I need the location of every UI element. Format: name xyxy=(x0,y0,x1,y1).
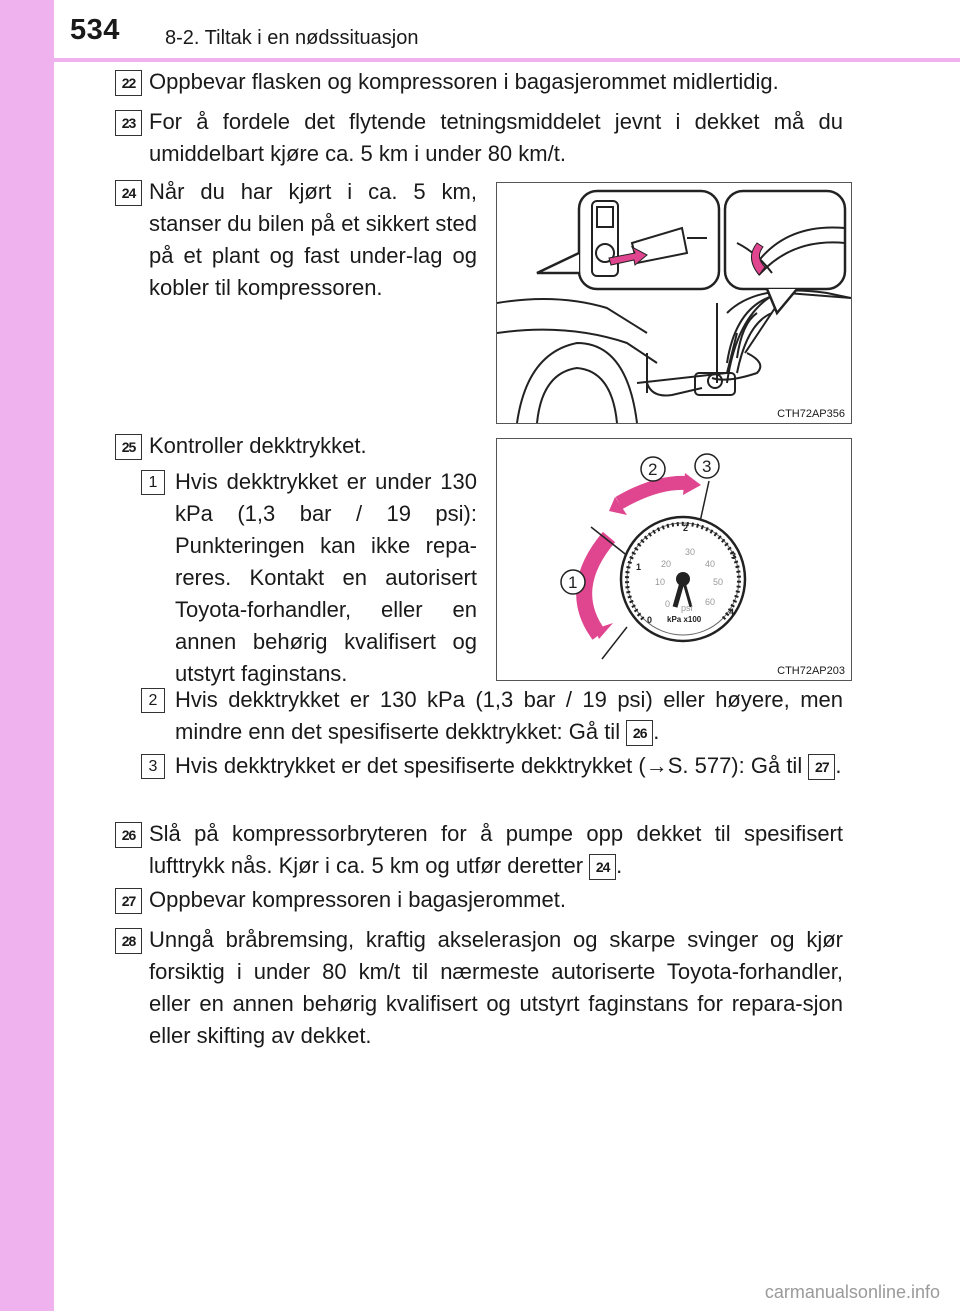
step-badge: 24 xyxy=(115,180,142,206)
car-compressor-illustration xyxy=(497,183,851,423)
page-reference-link[interactable]: S. 577): Gå til xyxy=(667,753,803,778)
step-text: Kontroller dekktrykket. xyxy=(149,433,367,458)
step-badge: 27 xyxy=(115,888,142,914)
gauge-inner-label: 30 xyxy=(685,547,696,557)
step-text: Når du har kjørt i ca. 5 km, stanser du bilen på et sikkert sted på et plant og fast under-lag og kobler til kompressoren. xyxy=(149,179,477,300)
case-number: 1 xyxy=(141,470,165,495)
step-text-part: Slå på kompressorbryteren for å pumpe opp dekket til spesifisert lufttrykk nås. Kjør i ca. 5 km og utfør deretter xyxy=(149,821,843,878)
gauge-inner-label: 10 xyxy=(655,577,666,587)
case-text xyxy=(175,684,843,748)
gauge-illustration xyxy=(497,439,851,680)
case-text xyxy=(175,750,843,782)
sidebar-tab xyxy=(0,0,54,1311)
figure-compressor-connection xyxy=(496,182,852,424)
case-3 xyxy=(141,750,843,782)
step-badge: 25 xyxy=(115,434,142,460)
page-number: 534 xyxy=(70,14,120,46)
figure-pressure-gauge xyxy=(496,438,852,681)
callout-1: 1 xyxy=(568,573,578,592)
step-23 xyxy=(115,106,843,170)
gauge-outer-label: 1 xyxy=(636,562,642,572)
figure-code: CTH72AP356 xyxy=(777,408,845,420)
step-25 xyxy=(115,430,477,462)
step-text xyxy=(149,818,843,882)
gauge-inner-label: 20 xyxy=(661,559,672,569)
step-24 xyxy=(115,176,477,304)
gauge-outer-label: 4 xyxy=(729,607,735,617)
case-text-part: Hvis dekktrykket er 130 kPa (1,3 bar / 19 psi) eller høyere, men mindre enn det spesifiserte dekktrykket: Gå til xyxy=(175,687,843,744)
watermark: carmanualsonline.info xyxy=(764,1282,940,1302)
case-text-end: . xyxy=(835,753,842,778)
step-reference-24[interactable]: 24 xyxy=(589,854,616,880)
gauge-inner-label: 60 xyxy=(705,597,716,607)
gauge-inner-label: 0 xyxy=(665,599,671,609)
step-text: Oppbevar kompressoren i bagasjerommet. xyxy=(149,887,566,912)
step-27 xyxy=(115,884,843,916)
gauge-outer-label: 2 xyxy=(683,523,689,533)
figure-code: CTH72AP203 xyxy=(777,665,845,677)
callout-2: 2 xyxy=(648,460,658,479)
step-28 xyxy=(115,924,843,1052)
case-text: Hvis dekktrykket er under 130 kPa (1,3 bar / 19 psi): Punkteringen kan ikke repa-reres. Kontakt en autorisert Toyota-forhandler, eller en annen behørig kvalifisert og utstyrt faginstans. xyxy=(175,469,477,686)
gauge-outer-label: 3 xyxy=(731,551,737,561)
step-text: Oppbevar flasken og kompressoren i bagasjerommet midlertidig. xyxy=(149,69,779,94)
gauge-unit-kpa: kPa x100 xyxy=(667,615,702,624)
arrow-right-icon: → xyxy=(645,753,668,778)
callout-3: 3 xyxy=(702,457,712,476)
step-22 xyxy=(115,66,843,98)
section-title: 8-2. Tiltak i en nødssituasjon xyxy=(165,27,419,49)
step-reference-27[interactable]: 27 xyxy=(808,754,835,780)
step-reference-26[interactable]: 26 xyxy=(626,720,653,746)
case-text-end: . xyxy=(653,719,660,744)
step-text: Unngå bråbremsing, kraftig akselerasjon og skarpe svinger og kjør forsiktig i under 80 km/t til nærmeste autoriserte Toyota-forhandler, eller en annen behørig kvalifisert og utstyrt faginstans for repara-sjon eller skifting av dekket. xyxy=(149,927,843,1048)
gauge-inner-label: 40 xyxy=(705,559,716,569)
case-1 xyxy=(141,466,477,690)
step-badge: 23 xyxy=(115,110,142,136)
case-text-part: Hvis dekktrykket er det spesifiserte dekktrykket ( xyxy=(175,753,646,778)
header-rule xyxy=(0,58,960,62)
gauge-outer-label: 0 xyxy=(647,615,653,625)
step-badge: 22 xyxy=(115,70,142,96)
step-26 xyxy=(115,818,843,882)
step-text: For å fordele det flytende tetningsmiddelet jevnt i dekket må du umiddelbart kjøre ca. 5 km i under 80 km/t. xyxy=(149,109,843,166)
gauge-unit-psi: psi xyxy=(681,603,693,613)
step-badge: 28 xyxy=(115,928,142,954)
gauge-inner-label: 50 xyxy=(713,577,724,587)
case-2 xyxy=(141,684,843,748)
step-badge: 26 xyxy=(115,822,142,848)
case-number: 2 xyxy=(141,688,165,713)
case-number: 3 xyxy=(141,754,165,779)
step-text-end: . xyxy=(616,853,623,878)
